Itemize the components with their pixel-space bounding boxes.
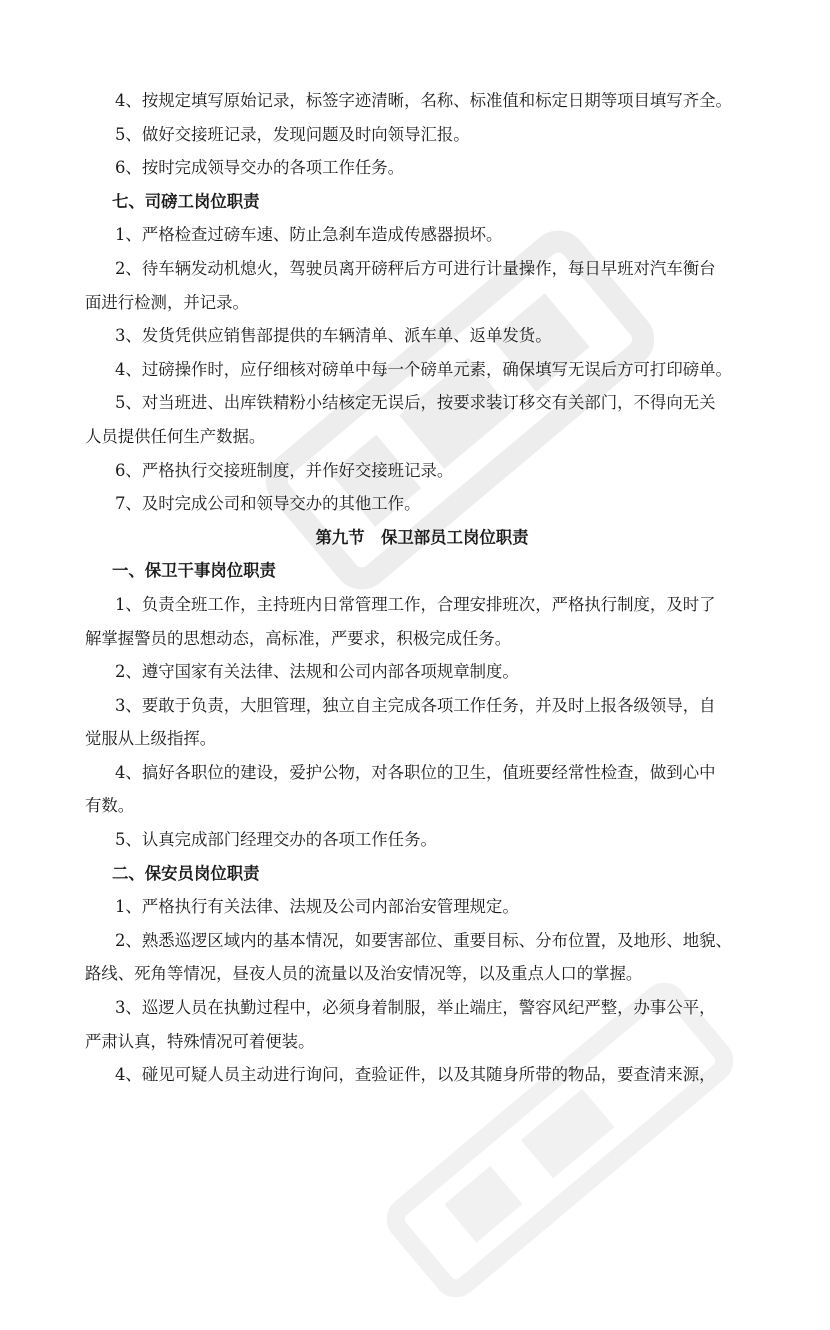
section-heading: 七、司磅工岗位职责	[112, 191, 260, 211]
paragraph-continuation: 有数。	[85, 796, 135, 816]
paragraph-line: 6、按时完成领导交办的各项工作任务。	[115, 158, 405, 178]
paragraph-continuation: 严肃认真，特殊情况可着便装。	[85, 1031, 315, 1051]
paragraph-line: 5、做好交接班记录，发现问题及时向领导汇报。	[115, 124, 470, 144]
paragraph-line: 7、及时完成公司和领导交办的其他工作。	[115, 494, 421, 514]
paragraph-line: 4、按规定填写原始记录，标签字迹清晰，名称、标准值和标定日期等项目填写齐全。	[115, 91, 732, 110]
paragraph-line: 3、发货凭供应销售部提供的车辆清单、派车单、返单发货。	[115, 326, 552, 346]
paragraph-continuation: 解掌握警员的思想动态，高标准，严要求，积极完成任务。	[85, 628, 512, 648]
paragraph-line: 3、巡逻人员在执勤过程中，必须身着制服，举止端庄，警容风纪严整，办事公平，	[115, 998, 716, 1018]
paragraph-line: 2、熟悉巡逻区域内的基本情况，如要害部位、重要目标、分布位置，及地形、地貌、	[115, 930, 732, 950]
paragraph-line: 5、对当班进、出库铁精粉小结核定无误后，按要求装订移交有关部门，不得向无关	[115, 393, 716, 413]
paragraph-line: 1、负责全班工作，主持班内日常管理工作，合理安排班次，严格执行制度，及时了	[115, 594, 716, 614]
paragraph-line: 4、碰见可疑人员主动进行询问，查验证件，以及其随身所带的物品，要查清来源，	[115, 1065, 716, 1085]
paragraph-line: 2、待车辆发动机熄火，驾驶员离开磅秤后方可进行计量操作，每日早班对汽车衡台	[115, 258, 716, 278]
paragraph-continuation: 人员提供任何生产数据。	[85, 426, 266, 446]
paragraph-continuation: 路线、死角等情况，昼夜人员的流量以及治安情况等，以及重点人口的掌握。	[85, 964, 643, 984]
paragraph-line: 1、严格检查过磅车速、防止急刹车造成传感器损坏。	[115, 225, 503, 245]
paragraph-line: 1、严格执行有关法律、法规及公司内部治安管理规定。	[115, 897, 519, 917]
paragraph-continuation: 觉服从上级指挥。	[85, 729, 217, 749]
section-heading: 一、保卫干事岗位职责	[112, 561, 276, 581]
paragraph-line: 4、搞好各职位的建设，爱护公物，对各职位的卫生，值班要经常性检查，做到心中	[115, 762, 716, 782]
paragraph-continuation: 面进行检测，并记录。	[85, 292, 249, 312]
paragraph-line: 2、遵守国家有关法律、法规和公司内部各项规章制度。	[115, 662, 519, 682]
paragraph-line: 4、过磅操作时，应仔细核对磅单中每一个磅单元素，确保填写无误后方可打印磅单。	[115, 359, 732, 379]
paragraph-line: 5、认真完成部门经理交办的各项工作任务。	[115, 830, 437, 850]
paragraph-line: 3、要敢于负责，大胆管理，独立自主完成各项工作任务，并及时上报各级领导，自	[115, 695, 716, 715]
section-heading: 二、保安员岗位职责	[112, 863, 260, 883]
document-body	[85, 84, 734, 1092]
paragraph-line: 6、严格执行交接班制度，并作好交接班记录。	[115, 460, 454, 480]
chapter-title: 第九节 保卫部员工岗位职责	[315, 527, 529, 547]
